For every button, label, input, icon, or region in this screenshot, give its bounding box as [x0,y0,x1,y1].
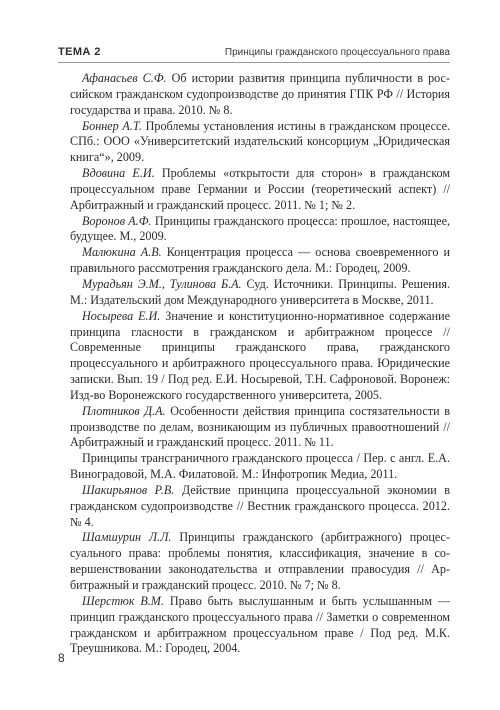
reference-text: Принципы гражданского процесса: прошлое, настоящее, будущее. М., 2009. [70,213,450,244]
reference-text: Концентрация процесса — основа своевременного и правильного рассмотрения гражданского дела. М.: Городец, 2009. [70,245,450,276]
reference-text: Действие принципа процессуальной экономии в гражданском судопроизводстве // Вестник гражданского процесса. 2012. № 4. [70,482,450,529]
reference-text: Принципы гражданского (арбитражного) процессуального права: проблемы понятия, классификация, значение в совершенствовании законодательства и отправлении правосудия // Арбитражный и гражданский процесс. 2010. № 7; № 8. [70,530,450,592]
reference-author: Малюкина А.В. [82,245,162,260]
bibliography-entry [58,530,450,593]
page-number: 8 [58,651,65,665]
reference-text: Принципы трансграничного гражданского процесса / Пер. с англ. Е.А. Виноградовой, М.А. Филатовой. М.: Инфотропик Медиа, 2011. [70,451,450,482]
bibliography-entry [58,309,450,404]
reference-text: Проблемы «открытости для сторон» в гражданском процессуальном праве Германии и России (теоретический аспект) // Арбитражный и гражданский процесс. 2011. № 1; № 2. [70,166,451,212]
theme-label: ТЕМА 2 [58,46,101,58]
bibliography-entry [58,451,450,483]
reference-author: Шамшурин Л.Л. [82,530,172,545]
bibliography-entry [58,594,450,657]
reference-text: Об истории развития принципа публичности в российском гражданском судопроизводстве до принятия ГПК РФ // История государства и права. 2010. № 8. [70,71,450,117]
reference-author: Шерстюк В.М. [82,593,164,608]
reference-author: Носырева Е.И. [82,308,161,323]
bibliography-list [58,71,450,657]
running-title: Принципы гражданского процессуального права [224,47,450,58]
reference-author: Плотников Д.А. [82,403,166,418]
reference-author: Боннер А.Т. [82,118,142,133]
reference-text: Суд. Источники. Принципы. Решения. М.: Издательский дом Международного университета в Москве, 2011. [70,276,450,307]
bibliography-entry [58,119,450,167]
reference-author: Воронов А.Ф. [82,213,152,228]
reference-author: Шакирьянов Р.В. [82,482,175,497]
bibliography-entry [58,404,450,452]
bibliography-entry [58,483,450,531]
reference-text: Проблемы установления истины в гражданском процессе. СПб.: ООО «Университетский издательский консорциум „Юридическая книга“», 2009. [70,118,450,165]
reference-author: Мурадьян Э.М., Тулинова Б.А. [82,276,242,291]
bibliography-entry [58,277,450,309]
bibliography-entry [58,245,450,277]
reference-text: Право быть выслушанным и быть услышанным — принцип гражданского процессуального права // Заметки о современном гражданском и арбитражном процессуальном праве / Под ред. М.К. Треушникова. М.: Городец, 2004. [70,593,450,656]
reference-author: Афанасьев С.Ф. [82,71,167,85]
reference-author: Вдовина Е.И. [82,166,155,181]
reference-text: Особенности действия принципа состязательности в производстве по делам, возникающим из публичных правоотношений // Арбитражный и гражданский процесс. 2011. № 11. [70,403,450,450]
header-divider [58,62,450,63]
bibliography-entry [58,214,450,246]
bibliography-entry [58,166,450,214]
bibliography-entry [58,71,450,119]
reference-text: Значение и конституционно-нормативное содержание принципа гласности в гражданском и арбитражном процессе // Современные принципы гражданского права, гражданского процессуального и арбитражного процессуального права. Юридические записки. Вып. 19 / Под ред. Е.И. Носыревой, Т.Н. Сафроновой. Воронеж: Изд-во Воронежского государственного университета, 2005. [70,308,450,402]
